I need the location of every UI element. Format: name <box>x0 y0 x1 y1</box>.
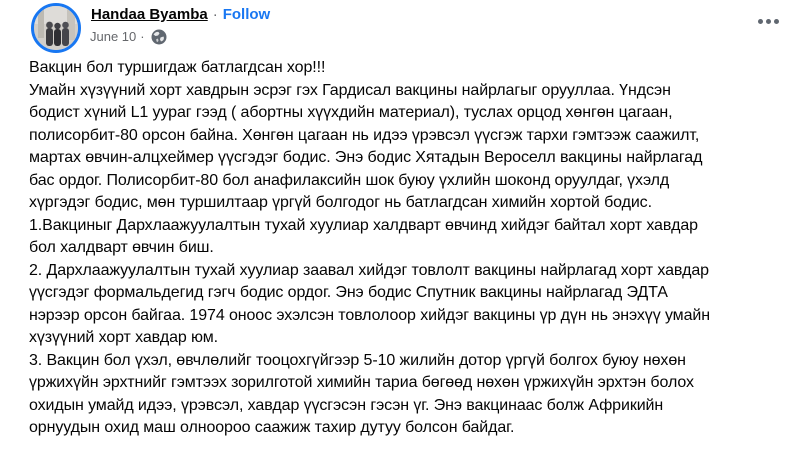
author-name[interactable]: Handaa Byamba <box>91 6 208 23</box>
globe-icon <box>151 29 167 45</box>
post-line: үүсгэдэг формальдегид гэгч бодис ордог. Энэ бодис Спутник вакцины найрлагад ЭДТА <box>29 284 668 301</box>
post-line: бодист хүний L1 уураг гээд ( абортны хүүхдийн материал), туслах орцод хөнгөн цагаан, <box>29 104 673 121</box>
date-separator: · <box>140 29 145 44</box>
ellipsis-icon <box>758 19 763 24</box>
post-text <box>29 57 795 440</box>
post-line: хүзүүний хорт хавдар юм. <box>29 329 219 346</box>
post-line: полисорбит-80 орсон байна. Хөнгөн цагаан нь идээ үрэвсэл үүсгэж тархи гэмтээж саажилт, <box>29 126 700 144</box>
post-line: Вакцин бол туршигдаж батлагдсан хор!!! <box>29 59 326 76</box>
name-follow-separator: · <box>212 6 218 23</box>
post-line: үржихүйн эрхтнийг гэмтээх зорилготой химийн тариа бөгөөд нөхөн үржихүйн эрхтэн болох <box>29 374 694 391</box>
post-line: мартах өвчин-алцхеймер үүсгэдэг бодис. Энэ бодис Хятадын Вероселл вакцины найрлагад <box>29 149 703 166</box>
follow-button[interactable]: Follow <box>222 6 271 23</box>
post-line: нэрээр орсон байгаа. 1974 оноос эхэлсэн товлолоор хийдэг вакцины үр дүн нь энэхүү умайн <box>29 306 710 324</box>
post-line: орнуудын охид маш олноороо саажиж тахир дутуу болсон байдаг. <box>29 419 515 436</box>
post-line: Умайн хүзүүний хорт хавдрын эсрэг гэх Гардисал вакцины найрлагыг орууллаа. Үндсэн <box>29 81 671 99</box>
post-line: хүргэдэг бодис, мөн туршилтаар үргүй болгодог нь батлагдсан химийн хортой бодис. <box>29 194 652 211</box>
avatar[interactable] <box>31 3 81 53</box>
post-header <box>0 0 800 56</box>
post-line: охидын умайд идээ, үрэвсэл, хавдар үүсгэсэн гэсэн үг. Энэ вакцинаас болж Африкийн <box>29 396 664 414</box>
post-line: 3. Вакцин бол үхэл, өвчлөлийг тооцохгүйгээр 5-10 жилийн дотор үргүй болгох буюу нөхөн <box>29 351 686 369</box>
post-line: 1.Вакциныг Дархлаажуулалтын тухай хуулиар халдварт өвчинд хийдэг байтал хорт хавдар <box>29 216 698 234</box>
post-timestamp[interactable]: June 10 <box>90 29 137 44</box>
post-line: бол халдварт өвчин биш. <box>29 239 214 256</box>
post-line: 2. Дархлаажуулалтын тухай хуулиар заавал хийдэг товлолт вакцины найрлагад хорт хавдар <box>29 261 709 279</box>
post-line: бас ордог. Полисорбит-80 бол анафилаксийн шок буюу үхлийн шоконд оруулдаг, үхэлд <box>29 171 670 189</box>
more-options-button[interactable] <box>748 8 788 34</box>
avatar-photo <box>34 6 78 50</box>
